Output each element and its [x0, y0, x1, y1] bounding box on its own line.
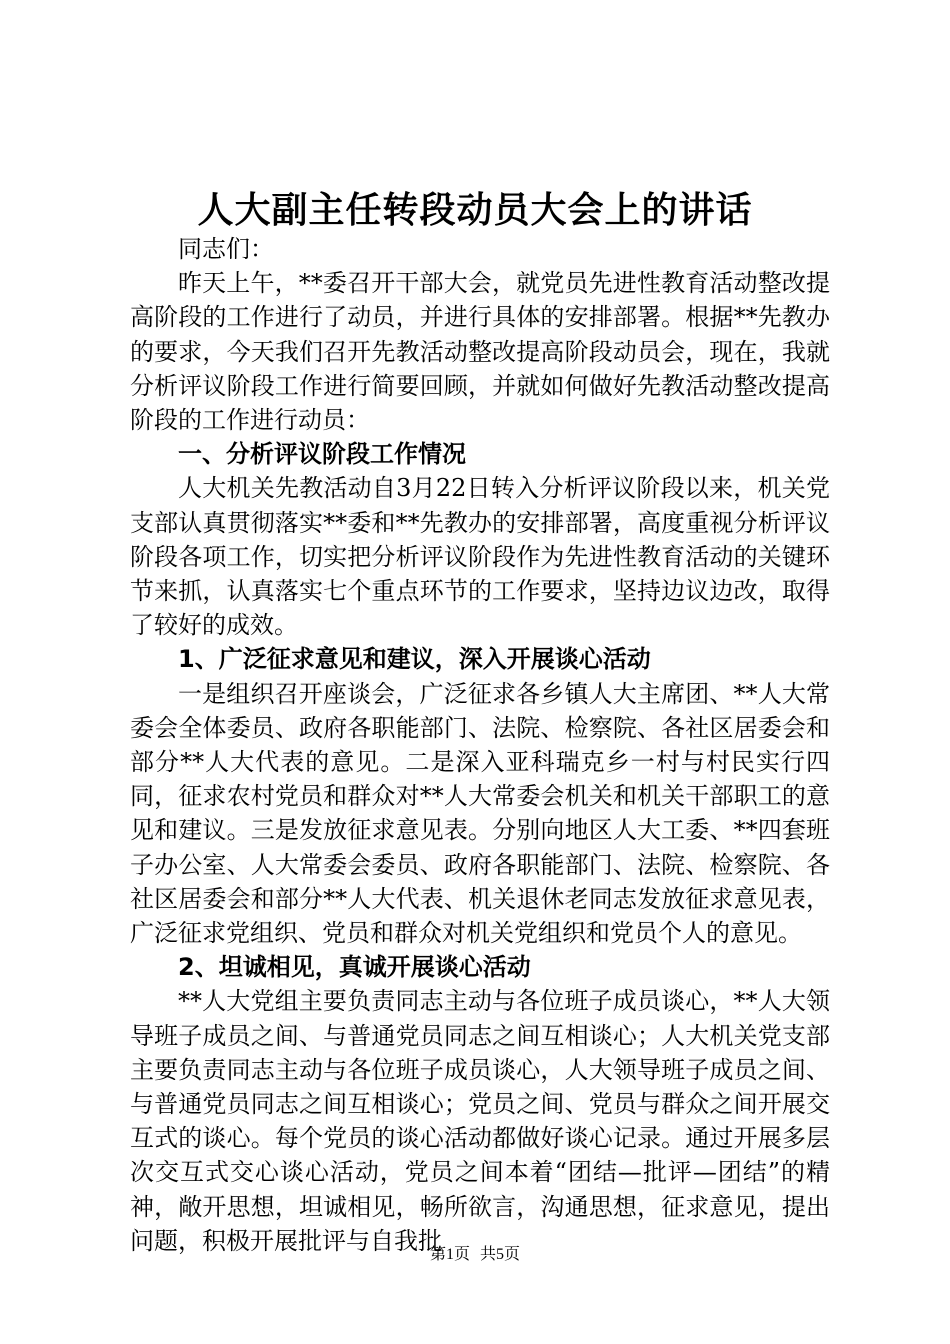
- paragraph-section-1: 人大机关先教活动自3月22日转入分析评议阶段以来，机关党支部认真贯彻落实**委和**先教办的安排部署，高度重视分析评议阶段各项工作，切实把分析评议阶段作为先进性教育活动的关键环节来抓，认真落实七个重点环节的工作要求，坚持边议边改，取得了较好的成效。: [130, 474, 830, 640]
- page-total: 共5页: [480, 1246, 521, 1263]
- paragraph-subsection-2: **人大党组主要负责同志主动与各位班子成员谈心，**人大领导班子成员之间、与普通党员同志之间互相谈心；人大机关党支部主要负责同志主动与各位班子成员谈心，人大领导班子成员之间、与普通党员同志之间互相谈心；党员之间、党员与群众之间开展交互式的谈心。每个党员的谈心活动都做好谈心记录。通过开展多层次交互式交心谈心活动，党员之间本着“团结—批评—团结”的精神，敞开思想，坦诚相见，畅所欲言，沟通思想，征求意见，提出问题，积极开展批评与自我批: [130, 987, 830, 1255]
- subsection-heading-2: 2、坦诚相见，真诚开展谈心活动: [178, 953, 531, 982]
- page-number: 第1页: [429, 1246, 470, 1263]
- paragraph-salutation: 同志们：: [178, 235, 274, 263]
- page-footer: [0, 1243, 950, 1267]
- paragraph-subsection-1: 一是组织召开座谈会，广泛征求各乡镇人大主席团、**人大常委会全体委员、政府各职能部门、法院、检察院、各社区居委会和部分**人大代表的意见。二是深入亚科瑞克乡一村与村民实行四同，征求农村党员和群众对**人大常委会机关和机关干部职工的意见和建议。三是发放征求意见表。分别向地区人大工委、**四套班子办公室、人大常委会委员、政府各职能部门、法院、检察院、各社区居委会和部分**人大代表、机关退休老同志发放征求意见表，广泛征求党组织、党员和群众对机关党组织和党员个人的意见。: [130, 679, 830, 948]
- subsection-heading-1: 1、广泛征求意见和建议，深入开展谈心活动: [178, 645, 651, 674]
- section-heading-1: 一、分析评议阶段工作情况: [178, 440, 466, 469]
- document-body: [130, 232, 830, 1258]
- paragraph-intro: 昨天上午，**委召开干部大会，就党员先进性教育活动整改提高阶段的工作进行了动员，并进行具体的安排部署。根据**先教办的要求，今天我们召开先教活动整改提高阶段动员会，现在，我就分析评议阶段工作进行简要回顾，并就如何做好先教活动整改提高阶段的工作进行动员：: [130, 269, 830, 435]
- document-title: 人大副主任转段动员大会上的讲话: [197, 189, 753, 231]
